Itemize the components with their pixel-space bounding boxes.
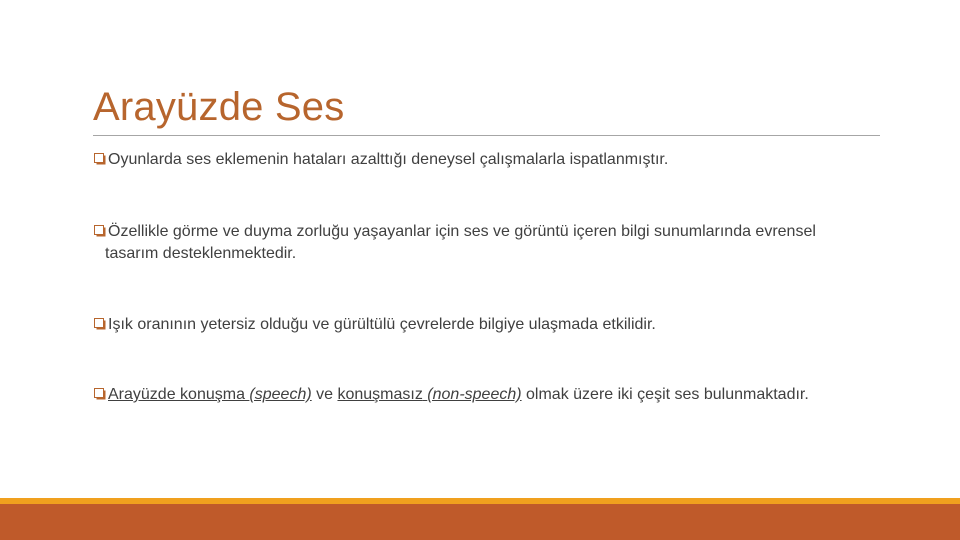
checkbox-square-icon xyxy=(94,388,106,400)
term-non-speech: konuşmasız (non-speech) xyxy=(337,386,522,403)
bullet-item xyxy=(88,314,868,336)
bullet-item: Arayüzde konuşma (speech) ve konuşmasız (non-speech) olmak üzere iki çeşit ses bulunmaktadır. xyxy=(88,384,868,406)
term-speech: Arayüzde konuşma (speech) xyxy=(108,386,312,403)
bullet-text: Özellikle görme ve duyma zorluğu yaşayanlar için ses ve görüntü içeren bilgi sunumlarında evrensel tasarım desteklenmektedir. xyxy=(105,223,816,262)
bullet-text: Işık oranının yetersiz olduğu ve gürültülü çevrelerde bilgiye ulaşmada etkilidir. xyxy=(108,316,656,333)
bullet-item xyxy=(88,149,868,171)
bullet-item xyxy=(88,221,868,265)
checkbox-square-icon xyxy=(94,153,106,165)
checkbox-square-icon xyxy=(94,318,106,330)
title-underline-rule xyxy=(93,135,880,136)
footer-bar xyxy=(0,504,960,540)
slide-title: Arayüzde Ses xyxy=(93,85,345,129)
bullet-text: Oyunlarda ses eklemenin hataları azalttığı deneysel çalışmalarla ispatlanmıştır. xyxy=(108,151,669,168)
checkbox-square-icon xyxy=(94,225,106,237)
